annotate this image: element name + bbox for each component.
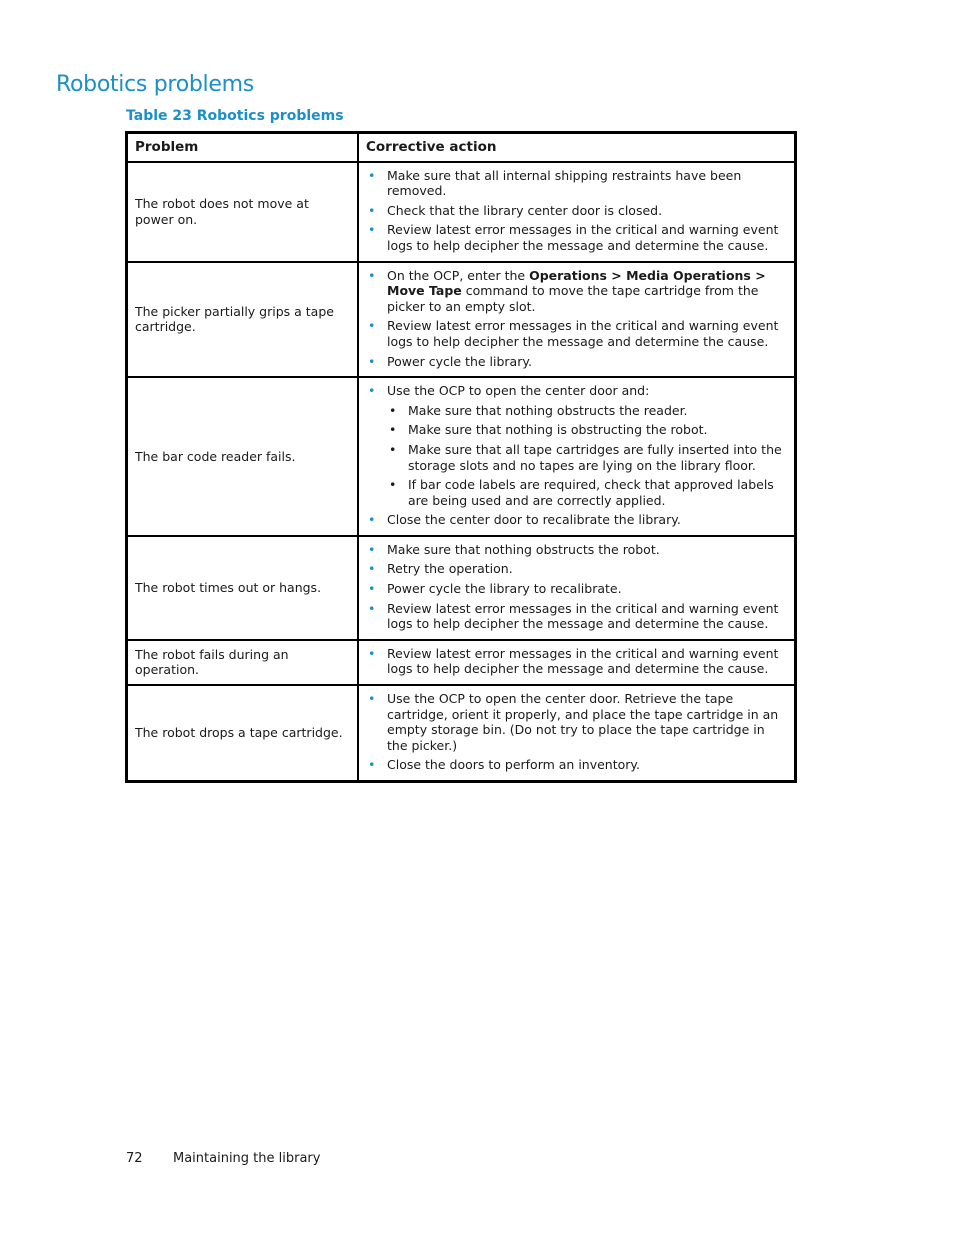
action-item: • Use the OCP to open the center door. Retrieve the tape cartridge, orient it properly, and place the tape cartridge in an empty storage bin. (Do not try to place the tape cartridge in the picker.) [366, 691, 788, 753]
action-item [366, 268, 788, 315]
action-cell [358, 262, 796, 378]
action-text: Use the OCP to open the center door and: [387, 383, 650, 399]
action-cell [358, 377, 796, 536]
action-item: • Retry the operation. [366, 561, 788, 577]
sub-action-item: • Make sure that nothing obstructs the reader. [387, 403, 788, 419]
action-text-post: command to move the tape cartridge from the picker to an empty slot. [387, 283, 759, 314]
menu-path: Operations > Media Operations > Move Tape [387, 267, 766, 299]
robotics-problems-table [125, 131, 797, 783]
sub-action-item: • If bar code labels are required, check that approved labels are being used and are correctly applied. [387, 477, 788, 508]
header-problem: Problem [127, 133, 359, 162]
table-row [127, 377, 796, 536]
action-list [366, 268, 788, 370]
table-row [127, 685, 796, 781]
sub-action-list [387, 403, 788, 509]
page-number: 72 [126, 1151, 143, 1166]
action-list [366, 168, 788, 254]
table-row [127, 640, 796, 685]
page-footer [126, 1151, 320, 1166]
problem-cell: The robot drops a tape cartridge. [127, 685, 359, 781]
action-cell [358, 640, 796, 685]
table-header-row [127, 133, 796, 162]
problem-cell: The robot fails during an operation. [127, 640, 359, 685]
sub-action-item: • Make sure that nothing is obstructing the robot. [387, 422, 788, 438]
table-row [127, 162, 796, 262]
problem-cell: The picker partially grips a tape cartridge. [127, 262, 359, 378]
action-item: • Review latest error messages in the critical and warning event logs to help decipher the message and determine the cause. [366, 646, 788, 677]
action-item [366, 383, 788, 508]
action-item: • Review latest error messages in the critical and warning event logs to help decipher the message and determine the cause. [366, 222, 788, 253]
table-row [127, 536, 796, 640]
action-cell [358, 685, 796, 781]
problem-cell: The bar code reader fails. [127, 377, 359, 536]
table-caption: Table 23 Robotics problems [126, 108, 344, 124]
action-cell [358, 162, 796, 262]
action-text-pre: On the OCP, enter the [387, 267, 530, 283]
action-list [366, 383, 788, 528]
chapter-title: Maintaining the library [173, 1151, 321, 1166]
section-title: Robotics problems [56, 72, 254, 97]
action-item: • Make sure that all internal shipping restraints have been removed. [366, 168, 788, 199]
action-item: • Close the doors to perform an inventory. [366, 757, 788, 773]
table-row [127, 262, 796, 378]
action-item: • Make sure that nothing obstructs the robot. [366, 542, 788, 558]
action-item: • Power cycle the library to recalibrate. [366, 581, 788, 597]
action-item: • Close the center door to recalibrate the library. [366, 512, 788, 528]
action-item: • Review latest error messages in the critical and warning event logs to help decipher the message and determine the cause. [366, 318, 788, 349]
header-corrective-action: Corrective action [358, 133, 796, 162]
action-list [366, 542, 788, 632]
problem-cell: The robot does not move at power on. [127, 162, 359, 262]
action-list [366, 646, 788, 677]
action-item: • Review latest error messages in the critical and warning event logs to help decipher the message and determine the cause. [366, 601, 788, 632]
action-item: • Check that the library center door is closed. [366, 203, 788, 219]
problem-cell: The robot times out or hangs. [127, 536, 359, 640]
sub-action-item: • Make sure that all tape cartridges are fully inserted into the storage slots and no tapes are lying on the library floor. [387, 442, 788, 473]
action-list [366, 691, 788, 773]
action-item: • Power cycle the library. [366, 354, 788, 370]
action-cell [358, 536, 796, 640]
